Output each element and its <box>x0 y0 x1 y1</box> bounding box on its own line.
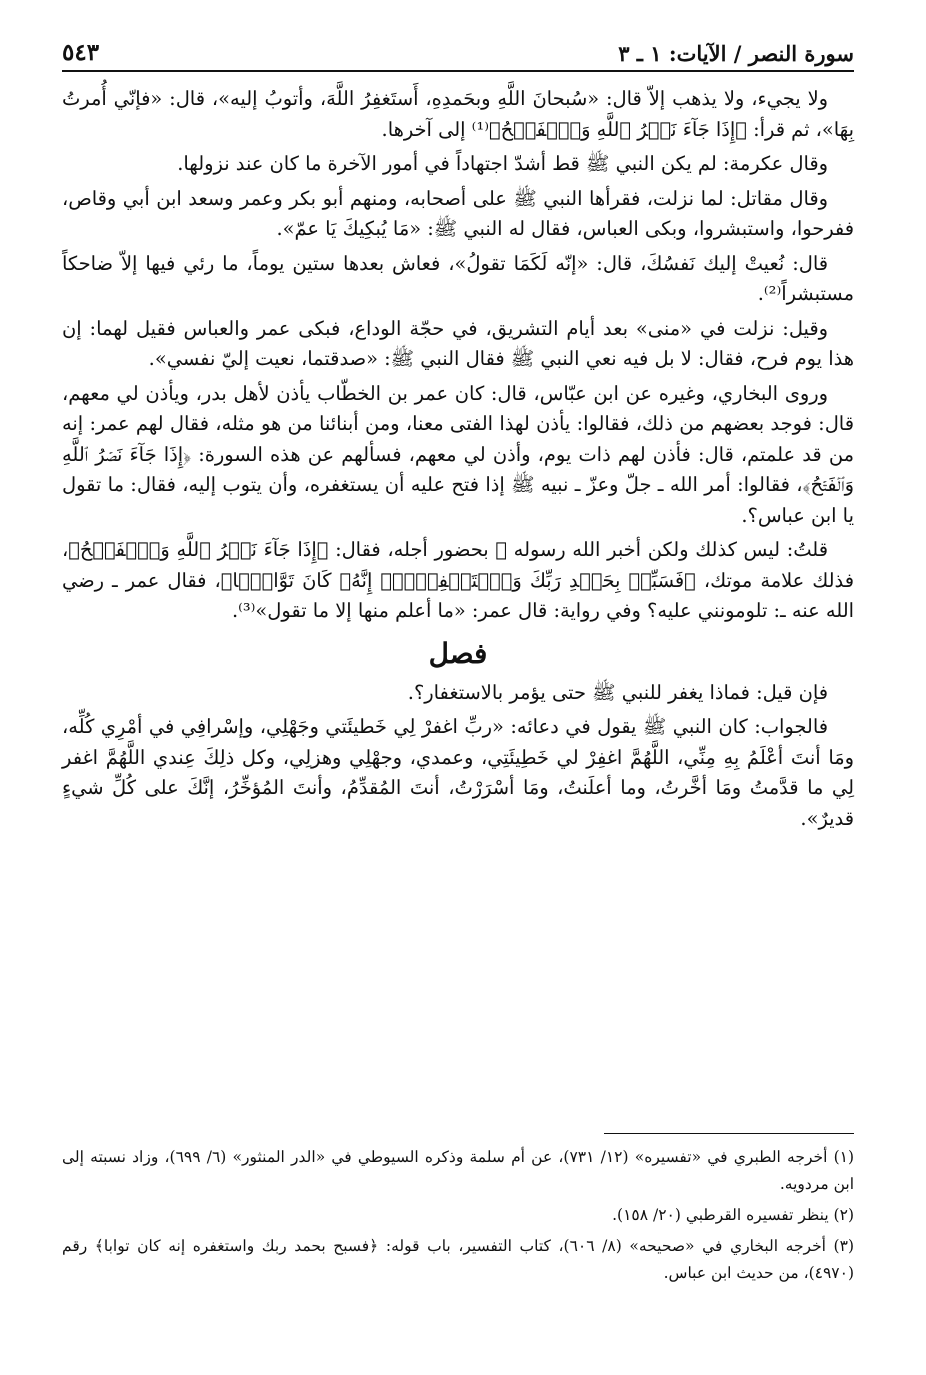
footnotes <box>62 1133 854 1291</box>
paragraph: قلتُ: ليس كذلك ولكن أخبر الله رسوله ﷺ بحضور أجله، فقال: ﴿إِذَا جَآءَ نَصۡرُ ٱللَّهِ وَٱلۡفَتۡحُ﴾، فذلك علامة موتك، ﴿فَسَبِّحۡ بِحَمۡدِ رَبِّكَ وَٱسۡتَغۡفِرۡهُۚ إِنَّهُۥ كَانَ تَوَّابَۢا﴾، فقال عمر ـ رضي الله عنه ـ: تلومونني عليه؟ وفي رواية: قال عمر: «ما أعلم منها إلا ما تقول»⁽³⁾. <box>62 538 854 622</box>
footnote: (١) أخرجه الطبري في «تفسيره» (١٢/ ٧٣١)، عن أم سلمة وذكره السيوطي في «الدر المنثور» (٦/ ٦٩٩)، وزاد نسبته إلى ابن مردويه. <box>62 1148 855 1193</box>
paragraph: وقيل: نزلت في «منى» بعد أيام التشريق، في حجّة الوداع، فبكى عمر والعباس فقيل لهما: إن هذا يوم فرح، فقال: لا بل فيه نعي النبي ﷺ فقال النبي ﷺ: «صدقتما، نعيت إليّ نفسي». <box>62 316 854 370</box>
footnote: (٣) أخرجه البخاري في «صحيحه» (٨/ ٦٠٦)، كتاب التفسير، باب قوله: ﴿فسبح بحمد ربك واستغفره إنه كان توابا﴾ رقم (٤٩٧٠)، من حديث ابن عباس. <box>62 1237 854 1282</box>
paragraph: وقال مقاتل: لما نزلت، فقرأها النبي ﷺ على أصحابه، ومنهم أبو بكر وعمر وسعد ابن أبي وقاص، ففرحوا، واستبشروا، وبكى العباس، فقال له النبي ﷺ: «مَا يُبكِيكَ يَا عمّ». <box>62 186 854 240</box>
footnote-divider <box>604 1133 854 1134</box>
paragraph: فإن قيل: فماذا يغفر للنبي ﷺ حتى يؤمر بالاستغفار؟. <box>407 680 828 704</box>
paragraph: فالجواب: كان النبي ﷺ يقول في دعائه: «ربِّ اغفرْ لِي خَطيئَتي وجَهْلِي، وإسْرافِي في أمْرِي كُلِّه، ومَا أنتَ أعْلَمُ بِهِ مِنِّي، اللَّهُمَّ اغفِرْ لي خَطِيئَتِي، وعمدي، وجهْلِي وهزلِي، وكل ذلِكَ عِندي اللَّهُمَّ اغفر لِي ما قدَّمتُ ومَا أخَّرتُ، وما أعلَنتُ، ومَا أسْرَرْتُ، أنتَ المُقدِّمُ، وأنتَ المُؤخِّرُ، إنَّكَ على كُلِّ شيءٍ قديرٌ». <box>62 715 854 830</box>
paragraph: قال: نُعيتْ إليك نَفسُكَ، قال: «إنّه لَكَمَا تقولُ»، فعاش بعدها ستين يوماً، ما رئي فيها إلاّ ضاحكاً مستبشراً⁽²⁾. <box>62 251 854 305</box>
page-header <box>62 22 854 72</box>
paragraph: وقال عكرمة: لم يكن النبي ﷺ قط أشدّ اجتهاداً في أمور الآخرة ما كان عند نزولها. <box>177 152 828 175</box>
paragraph: وروى البخاري، وغيره عن ابن عبّاس، قال: كان عمر بن الخطّاب يأذن لأهل بدر، ويأذن لي معهم، قال: فوجد بعضهم من ذلك، فقالوا: يأذن لهذا الفتى معنا، ومن أبنائنا من هو مثله، فقال لهم عمر: إنه من قد علمتم، قال: فأذن لهم ذات يوم، وأذن لي معهم، فسألهم عن هذه السورة: ﴿إِذَا جَآءَ نَصۡرُ ٱللَّهِ وَٱلۡفَتۡحُ﴾، فقالوا: أمر الله ـ جلّ وعزّ ـ نبيه ﷺ إذا فتح عليه أن يستغفره، وأن يتوب إليه، فقال: ما تقول يا ابن عباس؟. <box>62 381 854 527</box>
paragraph: ولا يجيء، ولا يذهب إلاّ قال: «سُبحانَ اللَّهِ وبحَمدِهِ، أَستَغفِرُ اللَّهَ، وأتوبُ إليه»، قال: «فإنّي أُمرتُ بِهَا»، ثم قرأ: ﴿إِذَا جَآءَ نَصۡرُ ٱللَّهِ وَٱلۡفَتۡحُ﴾⁽¹⁾ إلى آخرها. <box>62 87 854 141</box>
running-title: سورة النصر / الآيات: ١ ـ ٣ <box>618 41 854 66</box>
section-heading: فصل <box>428 636 488 670</box>
footnote: (٢) ينظر تفسيره القرطبي (٢٠/ ١٥٨). <box>612 1206 854 1224</box>
main-text <box>62 84 854 834</box>
page-number: ٥٤٣ <box>62 39 100 66</box>
